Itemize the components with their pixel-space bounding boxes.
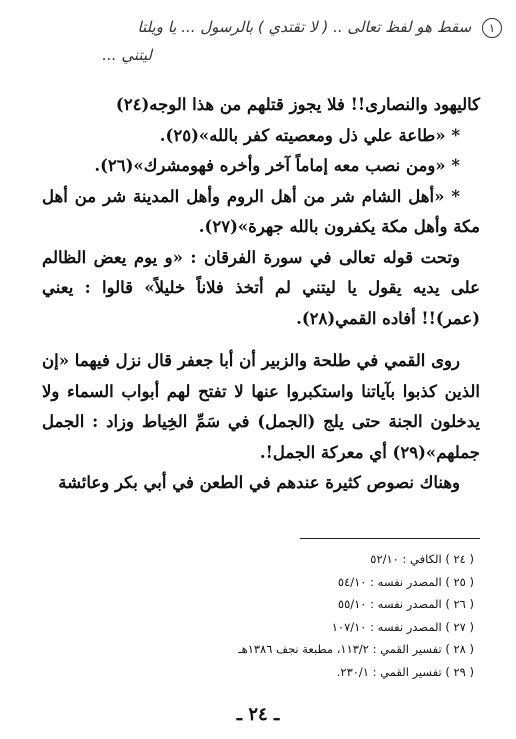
footnote: ( ٢٥ ) المصدر نفسه : ٥٤/١٠ [337,574,474,589]
note-number-circle: ١ [482,18,502,38]
note-line-2: ليتني ... [102,46,152,64]
footnote: ( ٢٧ ) المصدر نفسه : ١٠٧/١٠ [331,619,474,634]
footnote: ( ٢٨ ) تفسير القمي : ١١٣/٢، مطبعة نجف ١٣٨٦هـ [238,642,474,656]
note-line-1: سقط هو لفظ تعالى .. ( لا تقتدي ) بالرسول ... يا ويلتا [137,18,472,36]
footnote: ( ٢٦ ) المصدر نفسه : ٥٥/١٠ [337,597,474,611]
paragraph: * «أهل الشام شر من أهل الروم وأهل المدينة شر من أهل مكة وأهل مكة يكفرون بالله جهرة»(٢٧). [42,186,480,236]
paragraph: وتحت قوله تعالى في سورة الفرقان : «و يوم يعض الظالم على يديه يقول يا ليتني لم أتخذ فلاناً خليلاً» قالوا : يعني (عمر)!! أفاده القمي(٢٨). [42,247,480,328]
paragraph: * «طاعة علي ذل ومعصيته كفر بالله»(٢٥). [159,125,460,145]
footnote-separator [300,538,480,539]
handwritten-margin-note [30,14,502,68]
paragraph: كاليهود والنصارى!! فلا يجوز قتلهم من هذا الوجه(٢٤) [115,95,480,114]
paragraph: وهناك نصوص كثيرة عندهم في الطعن في أبي بكر وعائشة [58,473,460,492]
page-number: ـ ٢٤ ـ [236,704,280,725]
paragraph-gap [42,334,480,346]
paragraph: روى القمي في طلحة والزبير أن أبا جعفر قال نزل فيهما «إن الذين كذبوا بآياتنا واستكبروا عنها لا تفتح لهم أبواب السماء ولا يدخلون الجنة حتى يلج (الجمل) في سَمِّ الخِياط وزاد : الجمل جملهم»(٢٩) أي معركة الجمل!. [42,351,480,462]
footnotes [200,548,474,683]
main-text [42,90,480,499]
paragraph: * «ومن نصب معه إماماً آخر وأخره فهومشرك»(٢٦). [94,156,460,175]
footnote: ( ٢٤ ) الكافي : ٥٢/١٠ [370,552,474,566]
footnote: ( ٢٩ ) تفسير القمي : ٢٣٠/١. [336,664,474,679]
